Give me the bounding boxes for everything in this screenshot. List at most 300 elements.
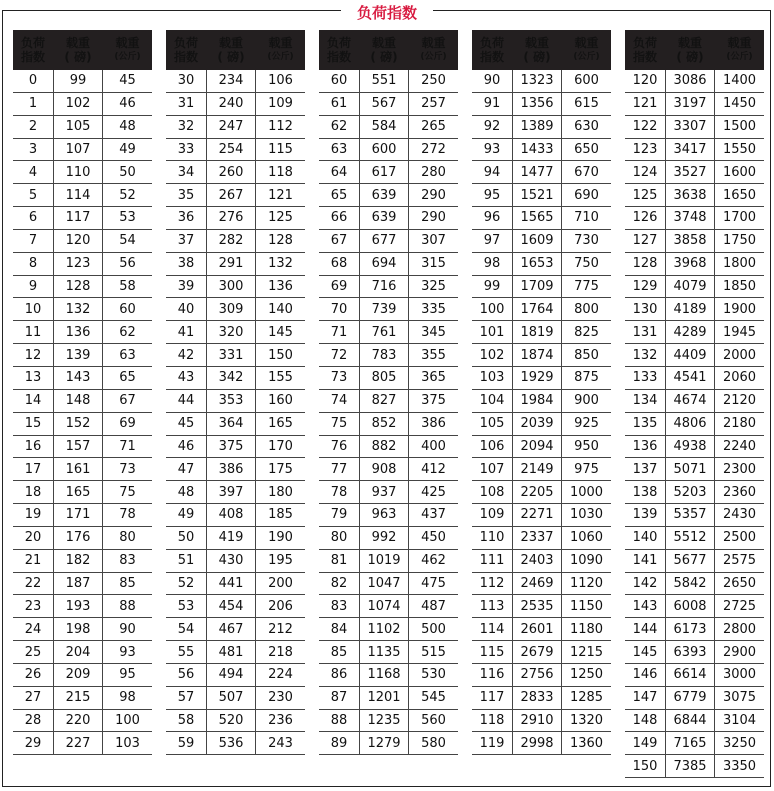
load-kg-cell: 49 [119, 141, 136, 157]
load-kg-cell: 500 [421, 621, 446, 637]
table-header [319, 30, 458, 70]
load-lbs-cell: 536 [206, 732, 256, 754]
load-index-cell: 6 [28, 210, 38, 226]
load-lbs-cell: 2679 [512, 641, 562, 663]
load-lbs-cell: 1047 [359, 573, 409, 595]
load-index-cell: 93 [483, 141, 501, 157]
load-index-cell: 105 [479, 416, 505, 432]
load-kg-cell: 180 [268, 484, 293, 500]
load-lbs-cell: 2756 [512, 664, 562, 686]
load-lbs-cell: 4674 [665, 390, 715, 412]
table-row [166, 458, 305, 481]
load-kg-cell: 1700 [722, 210, 757, 226]
load-index-cell: 141 [632, 553, 658, 569]
load-index-cell: 51 [177, 553, 195, 569]
load-index-cell: 18 [24, 484, 42, 500]
load-lbs-cell: 171 [53, 504, 103, 526]
load-kg-cell: 65 [119, 370, 136, 386]
load-lbs-cell: 454 [206, 595, 256, 617]
table-row [166, 481, 305, 504]
table-row [319, 550, 458, 573]
load-kg-cell: 46 [119, 96, 136, 112]
load-index-cell: 150 [632, 758, 658, 774]
load-index-cell: 48 [177, 484, 195, 500]
header-cell [472, 30, 512, 70]
header-label: 负荷 [632, 36, 657, 50]
table-row [472, 550, 611, 573]
load-index-cell: 65 [330, 187, 348, 203]
table-row [625, 481, 764, 504]
header-label: 载重 [524, 36, 549, 50]
table-row [472, 481, 611, 504]
table-row [13, 436, 152, 459]
table-block [472, 30, 611, 755]
load-index-cell: 66 [330, 210, 348, 226]
load-kg-cell: 1550 [722, 141, 757, 157]
load-kg-cell: 56 [119, 256, 136, 272]
load-kg-cell: 615 [574, 96, 599, 112]
header-cell [256, 30, 305, 70]
load-index-cell: 57 [177, 690, 195, 706]
table-row [13, 390, 152, 413]
table-row [625, 230, 764, 253]
table-row [13, 732, 152, 755]
table-row [319, 161, 458, 184]
table-row [625, 367, 764, 390]
table-row [472, 70, 611, 93]
load-lbs-cell: 198 [53, 618, 103, 640]
load-index-cell: 143 [632, 598, 658, 614]
load-lbs-cell: 992 [359, 527, 409, 549]
table-row [13, 550, 152, 573]
table-row [625, 298, 764, 321]
load-kg-cell: 2430 [722, 507, 757, 523]
table-row [625, 687, 764, 710]
load-lbs-cell: 209 [53, 664, 103, 686]
table-row [472, 184, 611, 207]
load-kg-cell: 600 [574, 73, 599, 89]
load-kg-cell: 2360 [722, 484, 757, 500]
load-kg-cell: 90 [119, 621, 136, 637]
load-kg-cell: 1800 [722, 256, 757, 272]
table-row [166, 184, 305, 207]
header-cell [166, 30, 206, 70]
load-kg-cell: 515 [421, 644, 446, 660]
load-kg-cell: 1150 [569, 598, 604, 614]
header-cell [512, 30, 562, 70]
load-lbs-cell: 397 [206, 481, 256, 503]
load-kg-cell: 412 [421, 461, 446, 477]
load-lbs-cell: 128 [53, 276, 103, 298]
load-index-cell: 102 [479, 347, 505, 363]
table-row [472, 618, 611, 641]
load-index-cell: 7 [28, 233, 38, 249]
load-lbs-cell: 1019 [359, 550, 409, 572]
load-index-cell: 23 [24, 598, 42, 614]
table-row [625, 344, 764, 367]
table-row [166, 93, 305, 116]
table-row [472, 732, 611, 755]
table-row [13, 664, 152, 687]
load-lbs-cell: 342 [206, 367, 256, 389]
load-index-cell: 130 [632, 301, 658, 317]
load-index-cell: 55 [177, 644, 195, 660]
table-row [625, 436, 764, 459]
load-index-cell: 64 [330, 164, 348, 180]
load-kg-cell: 52 [119, 187, 136, 203]
load-lbs-cell: 2833 [512, 687, 562, 709]
table-row [166, 276, 305, 299]
table-row [625, 458, 764, 481]
table-row [13, 527, 152, 550]
load-lbs-cell: 6173 [665, 618, 715, 640]
load-kg-cell: 50 [119, 164, 136, 180]
table-row [319, 573, 458, 596]
table-row [319, 618, 458, 641]
header-cell [103, 30, 152, 70]
table-row [319, 184, 458, 207]
load-lbs-cell: 182 [53, 550, 103, 572]
load-index-cell: 44 [177, 393, 195, 409]
load-kg-cell: 925 [574, 416, 599, 432]
header-cell [206, 30, 256, 70]
load-index-cell: 142 [632, 575, 658, 591]
load-kg-cell: 1450 [722, 96, 757, 112]
load-lbs-cell: 1819 [512, 321, 562, 343]
load-lbs-cell: 6393 [665, 641, 715, 663]
table-row [472, 298, 611, 321]
load-kg-cell: 1215 [569, 644, 604, 660]
table-row [319, 367, 458, 390]
load-kg-cell: 75 [119, 484, 136, 500]
load-kg-cell: 73 [119, 461, 136, 477]
table-row [319, 436, 458, 459]
load-index-cell: 117 [479, 690, 505, 706]
load-kg-cell: 88 [119, 598, 136, 614]
page-title: 负荷指数 [341, 4, 433, 22]
load-lbs-cell: 123 [53, 253, 103, 275]
load-kg-cell: 1400 [722, 73, 757, 89]
header-label: 载重 [218, 36, 243, 50]
table-block [319, 30, 458, 755]
table-row [625, 139, 764, 162]
load-lbs-cell: 1389 [512, 116, 562, 138]
header-label: ( 磅) [217, 50, 245, 64]
table-row [13, 573, 152, 596]
load-index-cell: 112 [479, 575, 505, 591]
load-index-cell: 80 [330, 530, 348, 546]
load-index-cell: 100 [479, 301, 505, 317]
load-lbs-cell: 3748 [665, 207, 715, 229]
table-row [166, 641, 305, 664]
load-index-cell: 111 [479, 553, 505, 569]
table-row [166, 298, 305, 321]
table-row [625, 550, 764, 573]
load-lbs-cell: 3417 [665, 139, 715, 161]
load-index-cell: 71 [330, 324, 348, 340]
load-kg-cell: 67 [119, 393, 136, 409]
load-lbs-cell: 193 [53, 595, 103, 617]
load-lbs-cell: 282 [206, 230, 256, 252]
load-lbs-cell: 827 [359, 390, 409, 412]
table-row [472, 321, 611, 344]
load-kg-cell: 155 [268, 370, 293, 386]
load-lbs-cell: 102 [53, 93, 103, 115]
load-lbs-cell: 4409 [665, 344, 715, 366]
table-row [166, 618, 305, 641]
table-row [166, 207, 305, 230]
load-kg-cell: 1750 [722, 233, 757, 249]
load-index-cell: 104 [479, 393, 505, 409]
load-lbs-cell: 2039 [512, 413, 562, 435]
load-index-cell: 120 [632, 73, 658, 89]
load-lbs-cell: 1279 [359, 732, 409, 754]
load-kg-cell: 132 [268, 256, 293, 272]
load-kg-cell: 530 [421, 667, 446, 683]
load-index-cell: 76 [330, 438, 348, 454]
load-kg-cell: 386 [421, 416, 446, 432]
load-lbs-cell: 3527 [665, 161, 715, 183]
load-index-cell: 145 [632, 644, 658, 660]
load-index-cell: 87 [330, 690, 348, 706]
load-kg-cell: 69 [119, 416, 136, 432]
table-row [319, 710, 458, 733]
load-lbs-cell: 3086 [665, 70, 715, 92]
load-index-cell: 63 [330, 141, 348, 157]
load-index-cell: 96 [483, 210, 501, 226]
load-kg-cell: 3075 [722, 690, 757, 706]
load-kg-cell: 85 [119, 575, 136, 591]
load-lbs-cell: 152 [53, 413, 103, 435]
load-kg-cell: 150 [268, 347, 293, 363]
header-label: 负荷 [20, 36, 45, 50]
load-lbs-cell: 227 [53, 732, 103, 754]
load-kg-cell: 121 [268, 187, 293, 203]
load-index-cell: 95 [483, 187, 501, 203]
table-block [166, 30, 305, 755]
load-index-cell: 72 [330, 347, 348, 363]
load-index-cell: 22 [24, 575, 42, 591]
load-lbs-cell: 99 [53, 70, 103, 92]
load-index-cell: 108 [479, 484, 505, 500]
load-kg-cell: 307 [421, 233, 446, 249]
load-kg-cell: 475 [421, 575, 446, 591]
table-row [166, 139, 305, 162]
table-row [472, 641, 611, 664]
load-index-cell: 98 [483, 256, 501, 272]
load-kg-cell: 125 [268, 210, 293, 226]
header-label: (公斤) [114, 52, 141, 62]
load-index-cell: 10 [24, 301, 42, 317]
table-row [472, 139, 611, 162]
load-kg-cell: 545 [421, 690, 446, 706]
load-kg-cell: 136 [268, 279, 293, 295]
load-lbs-cell: 6779 [665, 687, 715, 709]
table-row [472, 436, 611, 459]
load-lbs-cell: 139 [53, 344, 103, 366]
load-index-cell: 5 [28, 187, 38, 203]
load-lbs-cell: 937 [359, 481, 409, 503]
table-row [472, 344, 611, 367]
table-row [625, 321, 764, 344]
load-kg-cell: 580 [421, 735, 446, 751]
table-row [166, 504, 305, 527]
load-kg-cell: 875 [574, 370, 599, 386]
load-index-cell: 12 [24, 347, 42, 363]
table-row [319, 641, 458, 664]
load-lbs-cell: 4806 [665, 413, 715, 435]
load-kg-cell: 1360 [569, 735, 604, 751]
load-index-cell: 147 [632, 690, 658, 706]
load-kg-cell: 730 [574, 233, 599, 249]
table-block [13, 30, 152, 755]
load-lbs-cell: 467 [206, 618, 256, 640]
load-kg-cell: 670 [574, 164, 599, 180]
load-index-cell: 67 [330, 233, 348, 249]
load-lbs-cell: 220 [53, 710, 103, 732]
table-header [472, 30, 611, 70]
load-kg-cell: 63 [119, 347, 136, 363]
load-lbs-cell: 4938 [665, 436, 715, 458]
table-row [13, 481, 152, 504]
load-lbs-cell: 4289 [665, 321, 715, 343]
load-lbs-cell: 2337 [512, 527, 562, 549]
load-index-cell: 11 [24, 324, 42, 340]
table-row [319, 481, 458, 504]
load-index-cell: 30 [177, 73, 195, 89]
load-index-cell: 68 [330, 256, 348, 272]
table-row [166, 595, 305, 618]
load-lbs-cell: 6008 [665, 595, 715, 617]
load-lbs-cell: 7385 [665, 755, 715, 777]
load-lbs-cell: 584 [359, 116, 409, 138]
table-row [166, 550, 305, 573]
load-kg-cell: 1650 [722, 187, 757, 203]
header-label: 载重 [727, 36, 752, 50]
load-lbs-cell: 419 [206, 527, 256, 549]
load-lbs-cell: 1984 [512, 390, 562, 412]
load-index-cell: 28 [24, 713, 42, 729]
table-row [13, 70, 152, 93]
load-lbs-cell: 240 [206, 93, 256, 115]
table-row [166, 390, 305, 413]
table-row [13, 161, 152, 184]
load-lbs-cell: 441 [206, 573, 256, 595]
table-row [319, 390, 458, 413]
table-row [319, 504, 458, 527]
table-row [625, 573, 764, 596]
load-kg-cell: 100 [115, 713, 140, 729]
load-index-cell: 40 [177, 301, 195, 317]
header-cell [409, 30, 458, 70]
table-row [472, 230, 611, 253]
load-lbs-cell: 1477 [512, 161, 562, 183]
table-row [319, 732, 458, 755]
load-kg-cell: 60 [119, 301, 136, 317]
table-row [166, 70, 305, 93]
table-row [472, 458, 611, 481]
load-index-cell: 140 [632, 530, 658, 546]
load-index-cell: 49 [177, 507, 195, 523]
load-kg-cell: 365 [421, 370, 446, 386]
load-kg-cell: 206 [268, 598, 293, 614]
load-lbs-cell: 157 [53, 436, 103, 458]
load-lbs-cell: 1874 [512, 344, 562, 366]
table-row [13, 367, 152, 390]
header-label: 负荷 [173, 36, 198, 50]
load-index-cell: 75 [330, 416, 348, 432]
load-index-cell: 8 [28, 256, 38, 272]
load-lbs-cell: 739 [359, 298, 409, 320]
table-row [13, 230, 152, 253]
load-kg-cell: 3000 [722, 667, 757, 683]
table-row [472, 253, 611, 276]
load-kg-cell: 3350 [722, 758, 757, 774]
load-lbs-cell: 132 [53, 298, 103, 320]
load-lbs-cell: 215 [53, 687, 103, 709]
load-kg-cell: 236 [268, 713, 293, 729]
load-index-cell: 114 [479, 621, 505, 637]
load-lbs-cell: 3858 [665, 230, 715, 252]
table-row [472, 367, 611, 390]
header-cell [665, 30, 715, 70]
load-kg-cell: 1285 [569, 690, 604, 706]
load-kg-cell: 290 [421, 187, 446, 203]
load-kg-cell: 315 [421, 256, 446, 272]
load-index-cell: 46 [177, 438, 195, 454]
header-label: 指数 [326, 50, 351, 64]
table-row [625, 618, 764, 641]
table-row [319, 298, 458, 321]
load-kg-cell: 850 [574, 347, 599, 363]
load-kg-cell: 355 [421, 347, 446, 363]
table-row [166, 573, 305, 596]
load-kg-cell: 2575 [722, 553, 757, 569]
load-lbs-cell: 114 [53, 184, 103, 206]
table-row [319, 413, 458, 436]
load-kg-cell: 775 [574, 279, 599, 295]
load-index-cell: 37 [177, 233, 195, 249]
header-label: 指数 [632, 50, 657, 64]
load-kg-cell: 3250 [722, 735, 757, 751]
load-kg-cell: 2240 [722, 438, 757, 454]
load-index-cell: 139 [632, 507, 658, 523]
load-lbs-cell: 4189 [665, 298, 715, 320]
load-kg-cell: 95 [119, 667, 136, 683]
table-row [319, 321, 458, 344]
load-lbs-cell: 6614 [665, 664, 715, 686]
load-index-cell: 27 [24, 690, 42, 706]
load-kg-cell: 200 [268, 575, 293, 591]
header-label: ( 磅) [676, 50, 704, 64]
load-index-cell: 86 [330, 667, 348, 683]
load-index-cell: 115 [479, 644, 505, 660]
load-index-cell: 3 [28, 141, 38, 157]
load-index-cell: 1 [28, 96, 38, 112]
load-lbs-cell: 507 [206, 687, 256, 709]
table-row [472, 595, 611, 618]
load-index-cell: 92 [483, 119, 501, 135]
table-row [625, 413, 764, 436]
load-kg-cell: 2120 [722, 393, 757, 409]
load-lbs-cell: 639 [359, 207, 409, 229]
load-lbs-cell: 5071 [665, 458, 715, 480]
load-index-cell: 83 [330, 598, 348, 614]
load-kg-cell: 212 [268, 621, 293, 637]
load-lbs-cell: 117 [53, 207, 103, 229]
table-row [625, 184, 764, 207]
load-kg-cell: 400 [421, 438, 446, 454]
